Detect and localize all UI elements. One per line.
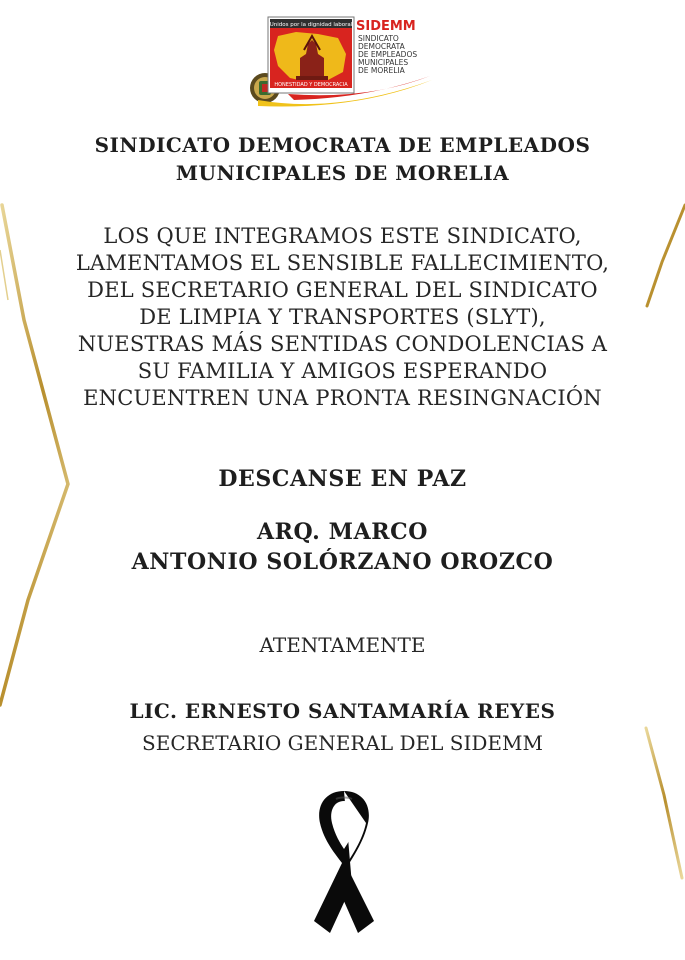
logo-name-line-4: MUNICIPALES <box>358 58 409 67</box>
logo-name-line-1: SINDICATO <box>358 34 399 43</box>
signature-name: LIC. ERNESTO SANTAMARÍA REYES <box>129 699 556 723</box>
signature-title: SECRETARIO GENERAL DEL SIDEMM <box>142 731 543 755</box>
sidemm-logo-icon <box>248 14 434 114</box>
message-line-2: LAMENTAMOS EL SENSIBLE FALLECIMIENTO, <box>75 251 610 275</box>
mourning-ribbon-icon <box>296 785 392 933</box>
deceased-name-line-1: ARQ. MARCO <box>256 519 429 545</box>
message-line-7: ENCUENTREN UNA PRONTA RESINGNACIÓN <box>83 386 602 410</box>
message-line-3: DEL SECRETARIO GENERAL DEL SINDICATO <box>87 278 598 302</box>
logo-name-line-3: DE EMPLEADOS <box>358 50 418 59</box>
deceased-name-line-2: ANTONIO SOLÓRZANO OROZCO <box>131 549 554 575</box>
rest-in-peace-heading: DESCANSE EN PAZ <box>218 466 467 492</box>
closing-text: ATENTAMENTE <box>259 633 426 657</box>
header-line-2: MUNICIPALES DE MORELIA <box>175 161 510 185</box>
logo-name-line-2: DEMOCRATA <box>358 42 405 51</box>
logo-acronym: SIDEMM <box>356 19 416 34</box>
logo-name-line-5: DE MORELIA <box>358 66 405 75</box>
message-line-1: LOS QUE INTEGRAMOS ESTE SINDICATO, <box>103 224 582 248</box>
logo-top-text: Unidos por la dignidad laboral <box>269 22 353 28</box>
message-line-6: SU FAMILIA Y AMIGOS ESPERANDO <box>137 359 548 383</box>
logo-motto: HONESTIDAD Y DEMOCRACIA <box>274 82 348 88</box>
message-line-4: DE LIMPIA Y TRANSPORTES (SLYT), <box>139 305 546 329</box>
message-line-5: NUESTRAS MÁS SENTIDAS CONDOLENCIAS A <box>77 332 608 356</box>
header-line-1: SINDICATO DEMOCRATA DE EMPLEADOS <box>94 133 591 157</box>
